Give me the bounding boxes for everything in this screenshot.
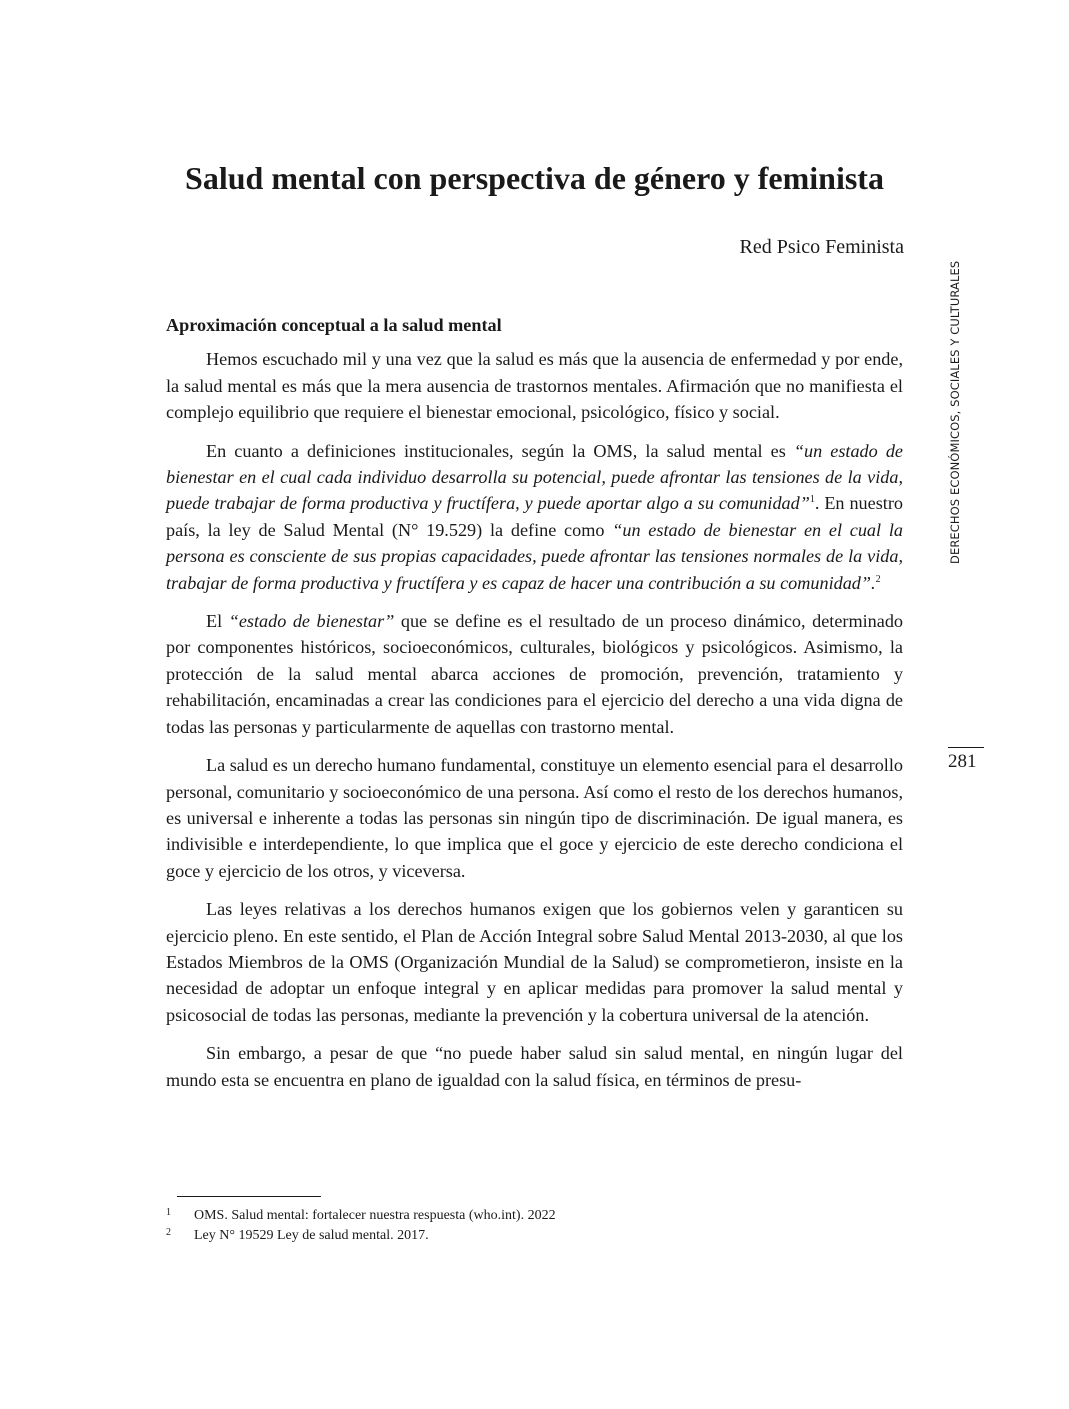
oms-definition-quote: “un estado de bienestar en el cual cada individuo desarrolla su potencial, puede afrontar las tensiones de la vida, puede trabajar de forma productiva y fructífera, y puede aportar algo a su comunidad” (166, 440, 903, 514)
side-section-label: DERECHOS ECONÓMICOS, SOCIALES Y CULTURALES (948, 260, 962, 564)
law-definition-quote: “un estado de bienestar en el cual la persona es consciente de sus propias capacidades, puede afrontar las tensiones normales de la vida, trabajar de forma productiva y fructífera y es capaz de hacer una contribución a su comunidad”. (166, 519, 903, 593)
paragraph-text: En cuanto a definiciones institucionales, según la OMS, la salud mental es (206, 440, 794, 461)
page-number: 281 (948, 747, 984, 773)
paragraph (166, 608, 903, 740)
page-title: Salud mental con perspectiva de género y feminista (185, 160, 884, 196)
paragraph: Sin embargo, a pesar de que “no puede haber salud sin salud mental, en ningún lugar del mundo esta se encuentra en plano de igualdad con la salud física, en términos de presu- (166, 1043, 903, 1090)
paragraph: La salud es un derecho humano fundamental, constituye un elemento esencial para el desarrollo personal, comunitario y socioeconómico de una persona. Así como el resto de los derechos humanos, es universal e inherente a todas las personas sin ningún tipo de discriminación. De igual manera, es indivisible e interdependiente, lo que implica que el goce y ejercicio de este derecho condiciona el goce y ejercicio de los otros, y viceversa. (166, 755, 903, 881)
footnotes (166, 1206, 903, 1246)
paragraph: Las leyes relativas a los derechos humanos exigen que los gobiernos velen y garanticen su ejercicio pleno. En este sentido, el Plan de Acción Integral sobre Salud Mental 2013-2030, al que los Estados Miembros de la OMS (Organización Mundial de la Salud) se comprometieron, insiste en la necesidad de adoptar un enfoque integral y en aplicar medidas para promover la salud mental y psicosocial de todas las personas, mediante la prevención y la cobertura universal de la atención. (166, 899, 903, 1025)
paragraph (166, 438, 903, 596)
paragraph: Hemos escuchado mil y una vez que la salud es más que la ausencia de enfermedad y por ende, la salud mental es más que la mera ausencia de trastornos mentales. Afirmación que no manifiesta el complejo equilibrio que requiere el bienestar emocional, psicológico, físico y social. (166, 349, 903, 423)
footnote-text: OMS. Salud mental: fortalecer nuestra respuesta (who.int). 2022 (194, 1208, 556, 1223)
quoted-term: “estado de bienestar” (228, 611, 395, 632)
footnote-number: 2 (166, 1227, 171, 1238)
paragraph-text: que se define es el resultado de un proceso dinámico, determinado por componentes históricos, socioeconómicos, culturales, biológicos y psicológicos. Asimismo, la protección de la salud mental abarca acciones de promoción, prevención, tratamiento y rehabilitación, encaminadas a crear las condiciones para el ejercicio del derecho a una vida digna de todas las personas y particularmente de aquellas con trastorno mental. (166, 611, 904, 737)
footnote (166, 1226, 903, 1246)
footnote-ref[interactable]: 1 (809, 494, 815, 506)
paragraph-text: . En nuestro país, la ley de Salud Mental (N° 19.529) la define como (166, 493, 903, 540)
paragraph-text: El (206, 611, 229, 632)
section-heading: Aproximación conceptual a la salud mental (166, 315, 502, 335)
footnote-text: Ley N° 19529 Ley de salud mental. 2017. (194, 1228, 429, 1243)
footnote (166, 1206, 903, 1226)
author-name: Red Psico Feminista (739, 236, 904, 258)
footnote-number: 1 (166, 1207, 171, 1218)
footnote-ref[interactable]: 2 (875, 573, 881, 585)
body-text (166, 312, 903, 1105)
footnote-divider (177, 1196, 321, 1197)
